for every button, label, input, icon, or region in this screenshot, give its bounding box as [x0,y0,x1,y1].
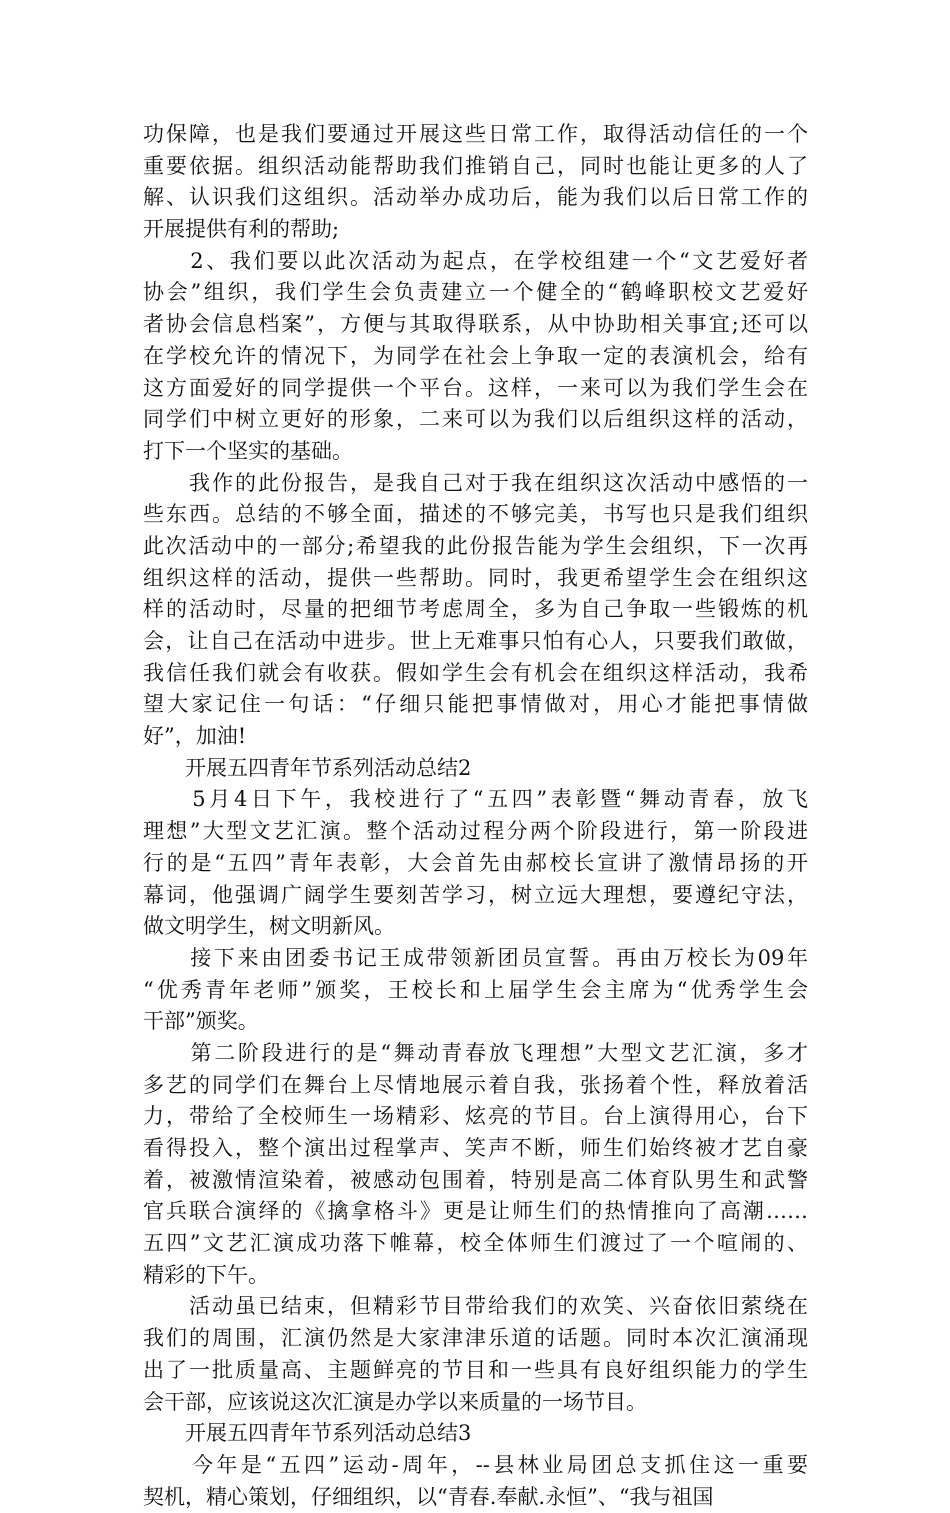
text-line: 第二阶段进行的是“舞动青春放飞理想”大型文艺汇演，多才 [143,1040,808,1065]
text-line: 会，让自己在活动中进步。世上无难事只怕有心人，只要我们敢做， [143,629,808,653]
text-line: 看得投入，整个演出过程掌声、笑声不断，师生们始终被才艺自豪 [143,1136,808,1160]
text-line: 5月4日下午，我校进行了“五四”表彰暨“舞动青春，放飞 [143,787,808,812]
text-line: 干部”颁奖。 [143,1009,259,1034]
paragraph [143,1291,808,1418]
text-line: 官兵联合演绎的《擒拿格斗》更是让师生们的热情推向了高潮…… [143,1199,808,1224]
text-line: 这方面爱好的同学提供一个平台。这样，一来可以为我们学生会在 [143,375,808,400]
text-line: 同学们中树立更好的形象，二来可以为我们以后组织这样的活动， [143,407,808,432]
text-line: 功保障，也是我们要通过开展这些日常工作，取得活动信任的一个 [143,122,808,146]
text-line: 力，带给了全校师生一场精彩、炫亮的节目。台上演得用心，台下 [143,1104,808,1129]
text-line: 着，被激情渲染着，被感动包围着，特别是高二体育队男生和武警 [143,1167,808,1192]
paragraph [143,1450,808,1513]
text-line: 会干部，应该说这次汇演是办学以来质量的一场节目。 [143,1389,647,1414]
text-line: 我们的周围，汇演仍然是大家津津乐道的话题。同时本次汇演涌现 [143,1326,808,1351]
text-line: 望大家记住一句话：“仔细只能把事情做对，用心才能把事情做 [143,692,808,717]
text-line: 好”，加油! [143,724,247,749]
document-body [143,119,808,1513]
paragraph [143,246,808,468]
text-line: 开展提供有利的帮助; [143,217,340,242]
text-line: 做文明学生，树文明新风。 [143,914,395,939]
text-line: 打下一个坚实的基础。 [143,438,353,463]
text-line: 些东西。总结的不够全面，描述的不够完美，书写也只是我们组织 [143,502,808,527]
paragraph [143,943,808,1038]
text-line: 多艺的同学们在舞台上尽情地展示着自我，张扬着个性，释放着活 [143,1072,808,1097]
text-line: 在学校允许的情况下，为同学在社会上争取一定的表演机会，给有 [143,343,808,368]
section-heading [143,753,808,785]
text-line: 2、我们要以此次活动为起点，在学校组建一个“文艺爱好者 [143,248,808,273]
text-line: 开展五四青年节系列活动总结2 [143,755,472,780]
text-line: 契机，精心策划，仔细组织，以“青春.奉献.永恒”、“我与祖国 [143,1484,714,1509]
text-line: 出了一批质量高、主题鲜亮的节目和一些具有良好组织能力的学生 [143,1357,808,1382]
text-line: 样的活动时，尽量的把细节考虑周全，多为自己争取一些锻炼的机 [143,597,808,622]
text-line: 我信任我们就会有收获。假如学生会有机会在组织这样活动，我希 [143,660,808,685]
text-line: 开展五四青年节系列活动总结3 [143,1421,472,1446]
text-line: “优秀青年老师”颁奖，王校长和上届学生会主席为“优秀学生会 [143,977,808,1002]
text-line: 接下来由团委书记王成带领新团员宣誓。再由万校长为09年 [143,945,808,970]
text-line: 组织这样的活动，提供一些帮助。同时，我更希望学生会在组织这 [143,565,808,590]
text-line: 行的是“五四”青年表彰，大会首先由郝校长宣讲了激情昂扬的开 [143,850,808,875]
text-line: 理想”大型文艺汇演。整个活动过程分两个阶段进行，第一阶段进 [143,819,808,844]
text-line: 精彩的下午。 [143,1262,269,1287]
paragraph [143,1038,808,1292]
text-line: 协会”组织，我们学生会负责建立一个健全的“鹤峰职校文艺爱好 [143,280,808,305]
text-line: 解、认识我们这组织。活动举办成功后，能为我们以后日常工作的 [143,185,808,210]
text-line: 今年是“五四”运动-周年，--县林业局团总支抓住这一重要 [143,1452,808,1477]
section-heading [143,1418,808,1450]
text-line: 五四”文艺汇演成功落下帷幕，校全体师生们渡过了一个喧闹的、 [143,1231,808,1256]
paragraph [143,119,808,246]
paragraph [143,468,808,753]
text-line: 此次活动中的一部分;希望我的此份报告能为学生会组织，下一次再 [143,533,808,558]
text-line: 我作的此份报告，是我自己对于我在组织这次活动中感悟的一 [143,470,808,495]
text-line: 重要依据。组织活动能帮助我们推销自己，同时也能让更多的人了 [143,153,808,178]
text-line: 者协会信息档案”，方便与其取得联系，从中协助相关事宜;还可以 [143,312,808,337]
paragraph [143,784,808,942]
text-line: 幕词，他强调广阔学生要刻苦学习，树立远大理想，要遵纪守法， [143,882,808,907]
text-line: 活动虽已结束，但精彩节目带给我们的欢笑、兴奋依旧萦绕在 [143,1294,808,1319]
